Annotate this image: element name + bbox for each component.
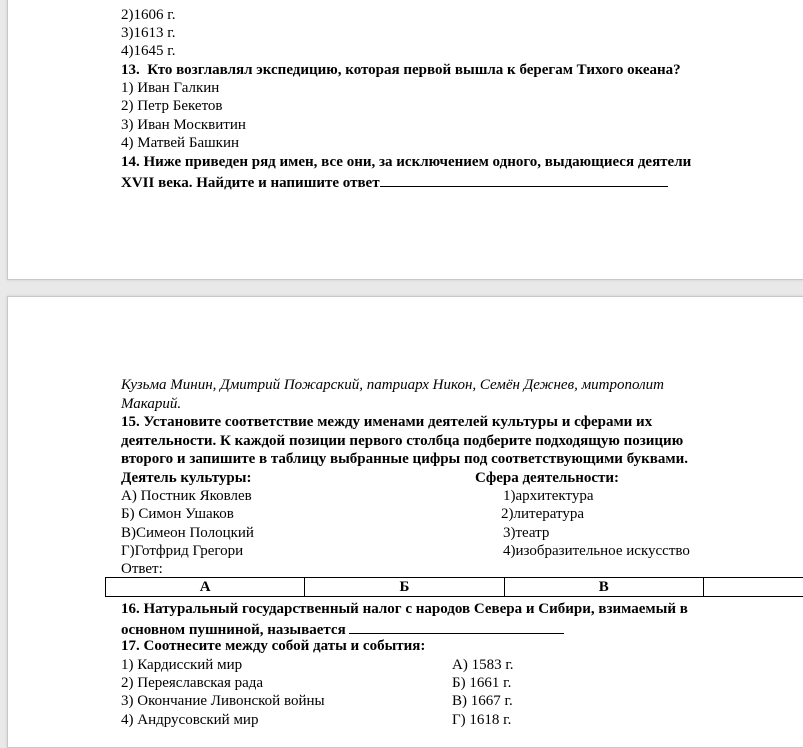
answer-cell-c[interactable]: В [504, 578, 703, 597]
answer-cell-b[interactable]: Б [305, 578, 504, 597]
q16-line-1: 16. Натуральный государственный налог с народов Севера и Сибири, взимаемый в [121, 601, 688, 617]
q16-text: основном пушниной, называется [121, 622, 346, 638]
q13-question [121, 61, 681, 79]
answer-cell-a[interactable]: А [106, 578, 305, 597]
q16-line-2 [121, 619, 564, 639]
q15-sphere-4: 4)изобразительное искусство [503, 543, 690, 559]
q17-event-2: 2) Переяславская рада [121, 675, 264, 691]
q14-line-1: 14. Ниже приведен ряд имен, все они, за исключением одного, выдающиеся деятели [121, 154, 692, 170]
q13-text: Кто возглавлял экспедицию, которая первой вышла к берегам Тихого океана? [147, 62, 681, 78]
q12-option-2: 2)1606 г. [121, 7, 176, 23]
q15-person-d: Г)Готфрид Грегори [121, 543, 244, 559]
q14-answer-blank[interactable] [380, 172, 668, 187]
q17-date-d: Г) 1618 г. [452, 712, 512, 728]
q15-col1-header: Деятель культуры: [121, 470, 252, 486]
q15-sphere-3: 3)театр [503, 525, 550, 541]
q15-line-3: второго и запишите в таблицу выбранные цифры под соответствующими буквами. [121, 451, 688, 467]
q17-date-a: А) 1583 г. [452, 657, 514, 673]
q15-sphere-1: 1)архитектура [503, 488, 594, 504]
q13-option-3: 3) Иван Москвитин [121, 117, 246, 133]
q15-person-c: В)Симеон Полоцкий [121, 525, 254, 541]
q15-answer-table [105, 577, 803, 597]
q12-option-4: 4)1645 г. [121, 43, 176, 59]
q13-number: 13. [121, 62, 140, 78]
names-line-2: Макарий. [121, 396, 182, 412]
q15-line-1: 15. Установите соответствие между именами деятелей культуры и сферами их [121, 414, 653, 430]
names-line-1: Кузьма Минин, Дмитрий Пожарский, патриарх Никон, Семён Дежнев, митрополит [121, 377, 665, 393]
q14-line-2 [121, 172, 668, 192]
q17-date-c: В) 1667 г. [452, 693, 513, 709]
q15-col2-header: Сфера деятельности: [475, 470, 620, 486]
document-page-1 [7, 0, 803, 280]
q15-line-2: деятельности. К каждой позиции первого столбца подберите подходящую позицию [121, 433, 684, 449]
q17-date-b: Б) 1661 г. [452, 675, 512, 691]
q14-text: XVII века. Найдите и напишите ответ [121, 175, 380, 191]
document-page-2 [7, 296, 803, 748]
q15-person-a: А) Постник Яковлев [121, 488, 252, 504]
q15-person-b: Б) Симон Ушаков [121, 506, 234, 522]
q17-title: 17. Соотнесите между собой даты и события: [121, 638, 426, 654]
q15-answer-label: Ответ: [121, 561, 163, 577]
answer-cell-d[interactable] [703, 578, 803, 597]
q12-option-3: 3)1613 г. [121, 25, 176, 41]
q17-event-4: 4) Андрусовский мир [121, 712, 259, 728]
q13-option-1: 1) Иван Галкин [121, 80, 220, 96]
q17-event-1: 1) Кардисский мир [121, 657, 243, 673]
q15-sphere-2: 2)литература [501, 506, 585, 522]
q16-answer-blank[interactable] [349, 619, 564, 634]
q13-option-4: 4) Матвей Башкин [121, 135, 240, 151]
q13-option-2: 2) Петр Бекетов [121, 98, 223, 114]
q17-event-3: 3) Окончание Ливонской войны [121, 693, 325, 709]
